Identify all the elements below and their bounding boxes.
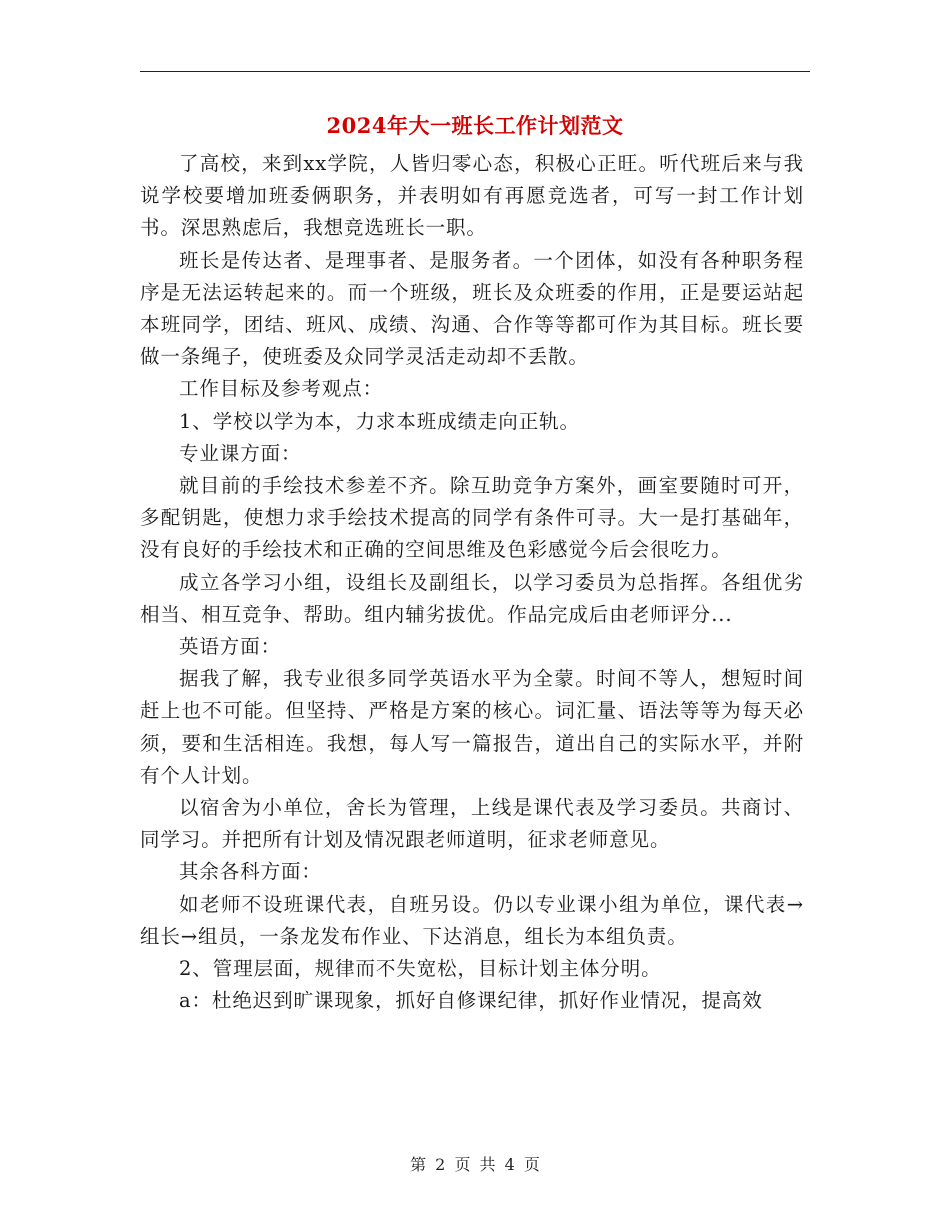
paragraph-role: 班长是传达者、是理事者、是服务者。一个团体，如没有各种职务程序是无法运转起来的。而一个班级，班长及众班委的作用，正是要运站起本班同学，团结、班风、成绩、沟通、合作等等都可作为其目标。班长要做一条绳子，使班委及众同学灵活走动却不丢散。 xyxy=(140,248,804,369)
paragraph-dorm: 以宿舍为小单位，舍长为管理，上线是课代表及学习委员。共商讨、同学习。并把所有计划及情况跟老师道明，征求老师意见。 xyxy=(140,796,804,852)
paragraph-other-subjects: 如老师不设班课代表，自班另设。仍以专业课小组为单位，课代表→组长→组员，一条龙发布作业、下达消息，组长为本组负责。 xyxy=(140,892,804,948)
heading-other-subjects: 其余各科方面： xyxy=(179,860,322,884)
page-number: 第 2 页 共 4 页 xyxy=(410,1155,540,1174)
heading-point-1: 1、学校以学为本，力求本班成绩走向正轨。 xyxy=(179,409,580,433)
heading-goals: 工作目标及参考观点： xyxy=(179,377,384,401)
paragraph-english: 据我了解，我专业很多同学英语水平为全蒙。时间不等人，想短时间赶上也不可能。但坚持、严格是方案的核心。词汇量、语法等等为每天必须，要和生活相连。我想，每人写一篇报告，道出自己的实际水平，并附有个人计划。 xyxy=(140,667,804,787)
paragraph-drawing: 就目前的手绘技术参差不齐。除互助竞争方案外，画室要随时可开，多配钥匙，使想力求手绘技术提高的同学有条件可寻。大一是打基础年，没有良好的手绘技术和正确的空间思维及色彩感觉今后会很吃力。 xyxy=(140,474,804,562)
heading-point-2: 2、管理层面，规律而不失宽松，目标计划主体分明。 xyxy=(179,957,662,981)
paragraph-study-groups: 成立各学习小组，设组长及副组长，以学习委员为总指挥。各组优劣相当、相互竞争、帮助。组内辅劣拔优。作品完成后由老师评分... xyxy=(140,570,804,626)
heading-major-courses: 专业课方面： xyxy=(179,441,302,465)
header-rule xyxy=(140,71,810,72)
paragraph-item-a: a：杜绝迟到旷课现象，抓好自修课纪律，抓好作业情况，提高效 xyxy=(179,989,763,1013)
paragraph-intro: 了高校，来到xx学院，人皆归零心态，积极心正旺。听代班后来与我说学校要增加班委俩职务，并表明如有再愿竞选者，可写一封工作计划书。深思熟虑后，我想竞选班长一职。 xyxy=(140,152,804,240)
document-body xyxy=(140,148,804,1017)
document-title: 2024年大一班长工作计划范文 xyxy=(326,113,624,138)
heading-english: 英语方面： xyxy=(179,635,282,659)
